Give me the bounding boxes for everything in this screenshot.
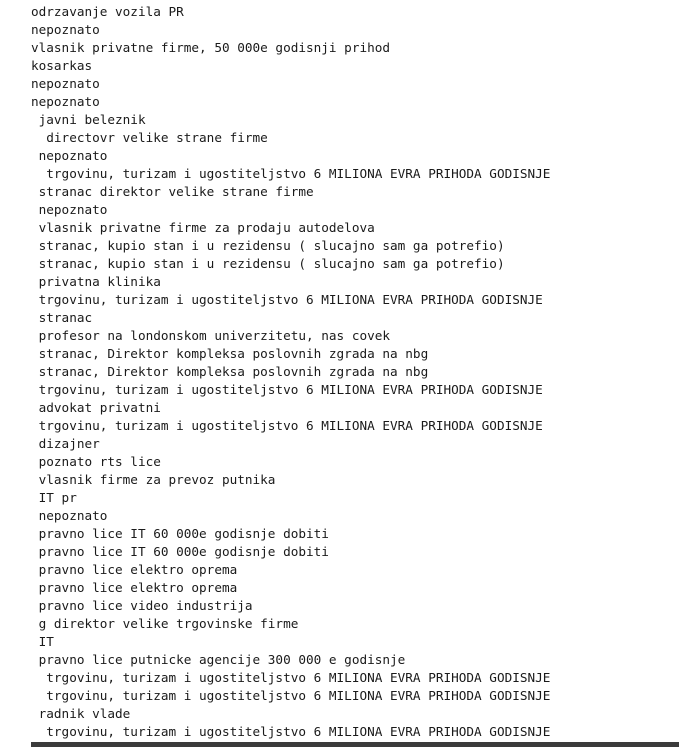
text-line: trgovinu, turizam i ugostiteljstvo 6 MILIONA EVRA PRIHODA GODISNJE bbox=[31, 292, 543, 307]
text-line: stranac, kupio stan i u rezidensu ( slucajno sam ga potrefio) bbox=[31, 256, 505, 271]
text-line: pravno lice elektro oprema bbox=[31, 562, 238, 577]
text-line: trgovinu, turizam i ugostiteljstvo 6 MILIONA EVRA PRIHODA GODISNJE bbox=[31, 724, 551, 739]
text-line: nepoznato bbox=[31, 508, 108, 523]
text-line: directovr velike strane firme bbox=[31, 130, 268, 145]
text-line: vlasnik firme za prevoz putnika bbox=[31, 472, 276, 487]
text-line: vlasnik privatne firme, 50 000e godisnji prihod bbox=[31, 40, 391, 55]
text-line: privatna klinika bbox=[31, 274, 161, 289]
text-line: vlasnik privatne firme za prodaju autodelova bbox=[31, 220, 375, 235]
text-line: pravno lice video industrija bbox=[31, 598, 253, 613]
text-line: stranac, Direktor kompleksa poslovnih zgrada na nbg bbox=[31, 364, 429, 379]
text-line: stranac, kupio stan i u rezidensu ( slucajno sam ga potrefio) bbox=[31, 238, 505, 253]
text-line: odrzavanje vozila PR bbox=[31, 4, 184, 19]
text-line: nepoznato bbox=[31, 22, 100, 37]
text-line: nepoznato bbox=[31, 94, 100, 109]
text-line: nepoznato bbox=[31, 148, 108, 163]
text-line: IT pr bbox=[31, 490, 77, 505]
text-line: dizajner bbox=[31, 436, 100, 451]
text-line: IT bbox=[31, 634, 54, 649]
text-line: trgovinu, turizam i ugostiteljstvo 6 MILIONA EVRA PRIHODA GODISNJE bbox=[31, 382, 543, 397]
text-line: advokat privatni bbox=[31, 400, 161, 415]
text-line: pravno lice elektro oprema bbox=[31, 580, 238, 595]
text-line: trgovinu, turizam i ugostiteljstvo 6 MILIONA EVRA PRIHODA GODISNJE bbox=[31, 166, 551, 181]
plain-text-document bbox=[31, 3, 671, 741]
text-line: trgovinu, turizam i ugostiteljstvo 6 MILIONA EVRA PRIHODA GODISNJE bbox=[31, 670, 551, 685]
text-line: trgovinu, turizam i ugostiteljstvo 6 MILIONA EVRA PRIHODA GODISNJE bbox=[31, 418, 543, 433]
text-line: profesor na londonskom univerzitetu, nas covek bbox=[31, 328, 391, 343]
text-line: stranac, Direktor kompleksa poslovnih zgrada na nbg bbox=[31, 346, 429, 361]
text-line: pravno lice IT 60 000e godisnje dobiti bbox=[31, 544, 329, 559]
text-line: pravno lice putnicke agencije 300 000 e godisnje bbox=[31, 652, 406, 667]
text-line: g direktor velike trgovinske firme bbox=[31, 616, 299, 631]
text-line: pravno lice IT 60 000e godisnje dobiti bbox=[31, 526, 329, 541]
text-line: kosarkas bbox=[31, 58, 93, 73]
text-line: javni beleznik bbox=[31, 112, 146, 127]
text-line: nepoznato bbox=[31, 202, 108, 217]
text-line: radnik vlade bbox=[31, 706, 131, 721]
text-line: nepoznato bbox=[31, 76, 100, 91]
text-line: poznato rts lice bbox=[31, 454, 161, 469]
text-line: trgovinu, turizam i ugostiteljstvo 6 MILIONA EVRA PRIHODA GODISNJE bbox=[31, 688, 551, 703]
horizontal-scrollbar[interactable] bbox=[31, 742, 679, 747]
text-line: stranac bbox=[31, 310, 93, 325]
text-line: stranac direktor velike strane firme bbox=[31, 184, 314, 199]
